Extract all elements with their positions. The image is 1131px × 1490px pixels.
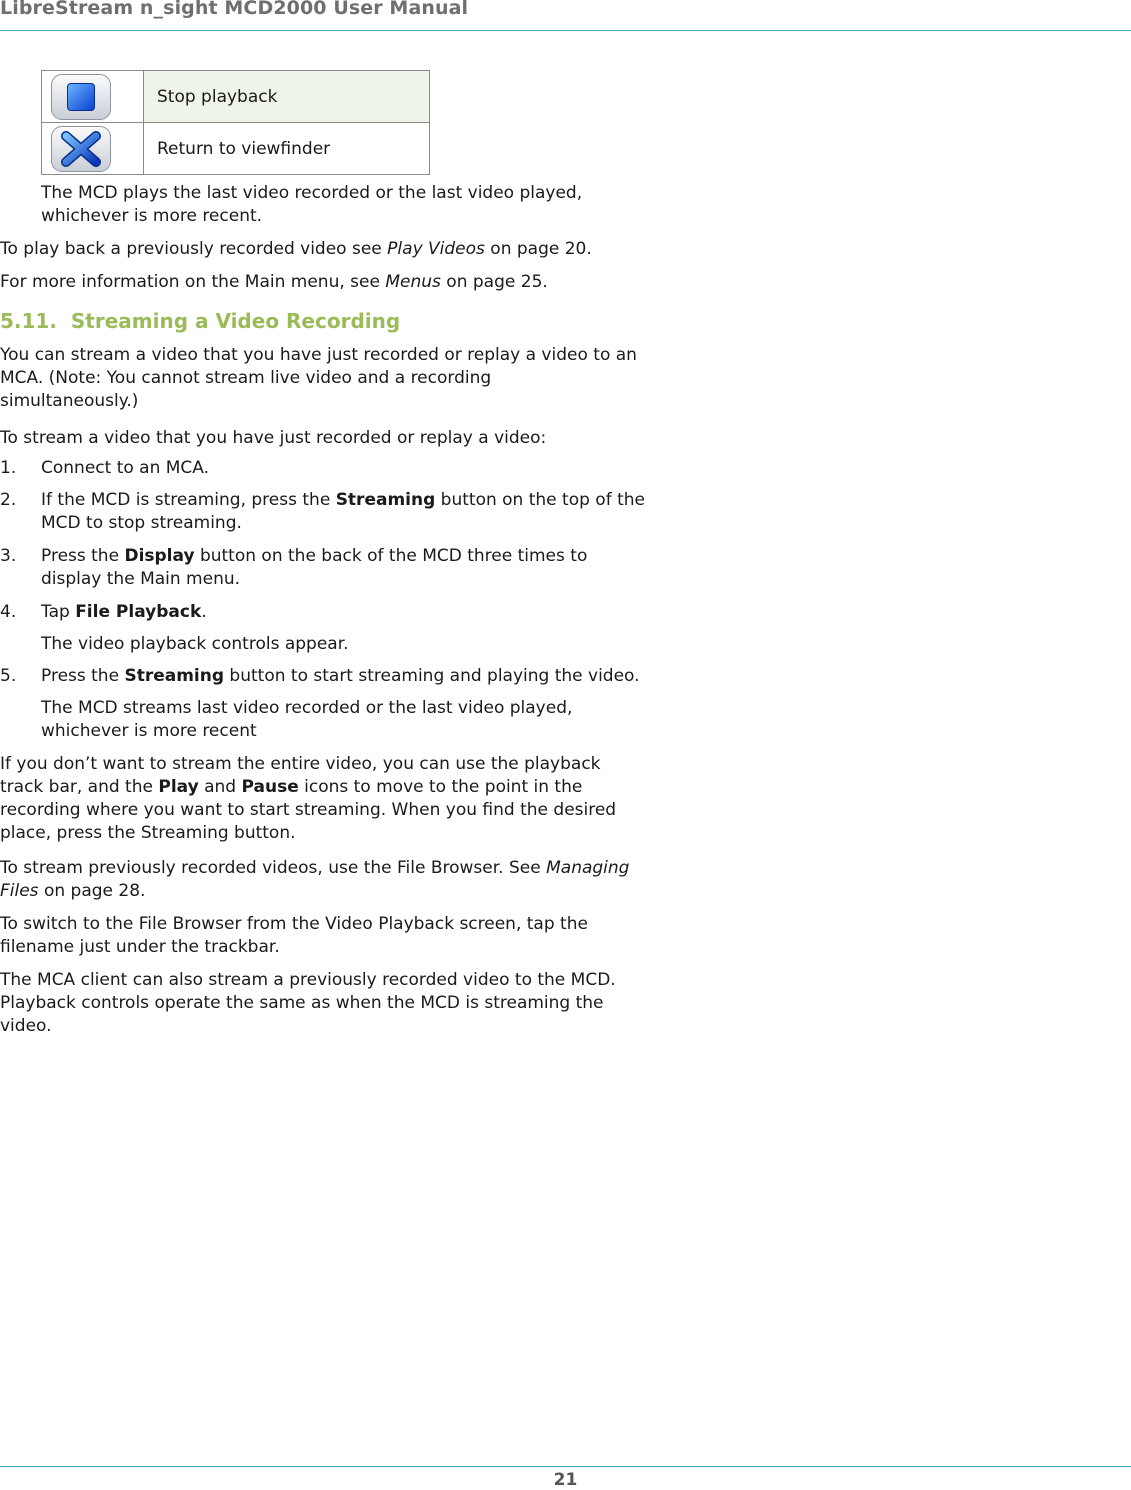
paragraph: To play back a previously recorded video see Play Videos on page 20. xyxy=(0,239,592,259)
body-text xyxy=(0,238,740,261)
body-text: To stream a video that you have just recorded or replay a video: xyxy=(0,428,547,448)
body-text: The MCA client can also stream a previously recorded video to the MCD. Playback controls operate the same as when the MCD is streaming the video. xyxy=(0,970,616,1036)
list-item: 2. If the MCD is streaming, press the Streaming button on the top of the MCD to stop streaming. xyxy=(0,490,645,533)
list-item: 3. Press the Display button on the back of the MCD three times to display the Main menu. xyxy=(0,546,588,589)
page-number: 21 xyxy=(553,1470,578,1490)
icon-label: Return to viewfinder xyxy=(144,123,430,175)
list-item: 5. Press the Streaming button to start streaming and playing the video. xyxy=(0,666,640,686)
header-rule xyxy=(0,30,1131,31)
paragraph: For more information on the Main menu, see Menus on page 25. xyxy=(0,272,548,292)
body-text: The video playback controls appear. xyxy=(41,634,349,654)
body-text xyxy=(0,182,740,228)
close-x-icon xyxy=(51,126,111,172)
body-text: The MCD streams last video recorded or the last video played, whichever is more recent xyxy=(41,698,573,741)
icon-cell xyxy=(42,71,144,123)
table-row xyxy=(42,123,430,175)
list-item: 4. Tap File Playback. xyxy=(0,602,207,622)
icon-cell xyxy=(42,123,144,175)
icon-label: Stop playback xyxy=(144,71,430,123)
paragraph: The MCD plays the last video recorded or the last video played, xyxy=(41,183,583,203)
body-text: You can stream a video that you have just recorded or replay a video to an MCA. (Note: You cannot stream live video and a recording simultaneously.) xyxy=(0,345,637,411)
link-menus: Menus xyxy=(385,272,441,292)
table-row xyxy=(42,71,430,123)
header-title: LibreStream n_sight MCD2000 User Manual xyxy=(0,0,469,19)
link-managing-files: Managing xyxy=(546,858,630,878)
list-item: 1. Connect to an MCA. xyxy=(0,458,210,478)
body-text xyxy=(0,271,740,294)
paragraph: whichever is more recent. xyxy=(41,206,263,226)
footer-rule xyxy=(0,1466,1131,1467)
body-text: To switch to the File Browser from the Video Playback screen, tap the filename just under the trackbar. xyxy=(0,914,588,957)
link-play-videos: Play Videos xyxy=(387,239,485,259)
body-text: If you don’t want to stream the entire video, you can use the playback track bar, and the Play and Pause icons to move to the point in the recording where you want to start streaming. When you find the desired place, press the Streaming button. xyxy=(0,754,617,843)
icon-table xyxy=(41,70,430,175)
body-text: To stream previously recorded videos, use the File Browser. See Managing Files on page 28. xyxy=(0,858,630,901)
section-heading: 5.11. Streaming a Video Recording xyxy=(0,309,401,333)
stop-icon xyxy=(51,74,111,120)
